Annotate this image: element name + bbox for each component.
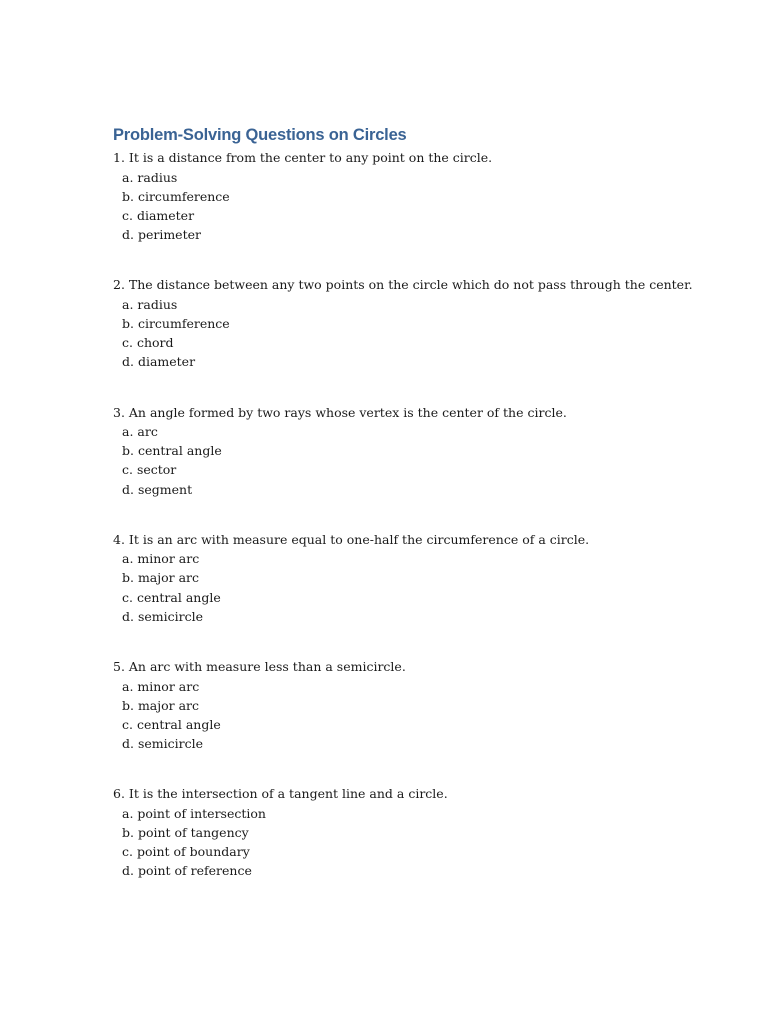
- option-b: b. central angle: [122, 443, 222, 459]
- question-item: [113, 403, 733, 499]
- option-a: a. radius: [122, 169, 178, 185]
- option-list: [113, 295, 733, 372]
- question-stem: 4. It is an arc with measure equal to one-half the circumference of a circle.: [113, 531, 590, 547]
- document-page: [113, 124, 733, 912]
- question-item: [113, 784, 733, 880]
- option-b: b. major arc: [122, 570, 200, 586]
- question-item: [113, 530, 733, 626]
- option-d: d. perimeter: [122, 227, 201, 243]
- option-a: a. minor arc: [122, 551, 200, 567]
- option-c: c. chord: [122, 335, 174, 351]
- option-d: d. diameter: [122, 354, 196, 370]
- question-list: [113, 148, 733, 881]
- option-d: d. segment: [122, 481, 193, 497]
- option-c: c. point of boundary: [122, 844, 250, 860]
- option-b: b. point of tangency: [122, 824, 249, 840]
- question-stem: 2. The distance between any two points on the circle which do not pass through the center.: [113, 277, 693, 293]
- option-d: d. semicircle: [122, 736, 203, 752]
- question-item: [113, 275, 733, 371]
- option-b: b. circumference: [122, 315, 230, 331]
- question-stem: 6. It is the intersection of a tangent line and a circle.: [113, 786, 448, 802]
- option-list: [113, 549, 733, 626]
- option-c: c. sector: [122, 462, 177, 478]
- option-list: [113, 422, 733, 499]
- option-c: c. diameter: [122, 207, 195, 223]
- option-b: b. circumference: [122, 188, 230, 204]
- option-b: b. major arc: [122, 697, 200, 713]
- question-item: [113, 657, 733, 753]
- option-list: [113, 804, 733, 881]
- option-d: d. semicircle: [122, 608, 203, 624]
- question-stem: 5. An arc with measure less than a semicircle.: [113, 659, 406, 674]
- option-list: [113, 168, 733, 245]
- option-a: a. arc: [122, 424, 158, 439]
- option-list: [113, 677, 733, 754]
- question-item: [113, 148, 733, 244]
- question-stem: 1. It is a distance from the center to any point on the circle.: [113, 150, 493, 165]
- option-a: a. radius: [122, 296, 178, 312]
- document-title: Problem-Solving Questions on Circles: [113, 126, 407, 144]
- question-stem: 3. An angle formed by two rays whose vertex is the center of the circle.: [113, 404, 567, 420]
- option-d: d. point of reference: [122, 863, 252, 879]
- option-a: a. point of intersection: [122, 805, 266, 821]
- option-c: c. central angle: [122, 589, 221, 605]
- option-c: c. central angle: [122, 716, 221, 732]
- option-a: a. minor arc: [122, 678, 200, 694]
